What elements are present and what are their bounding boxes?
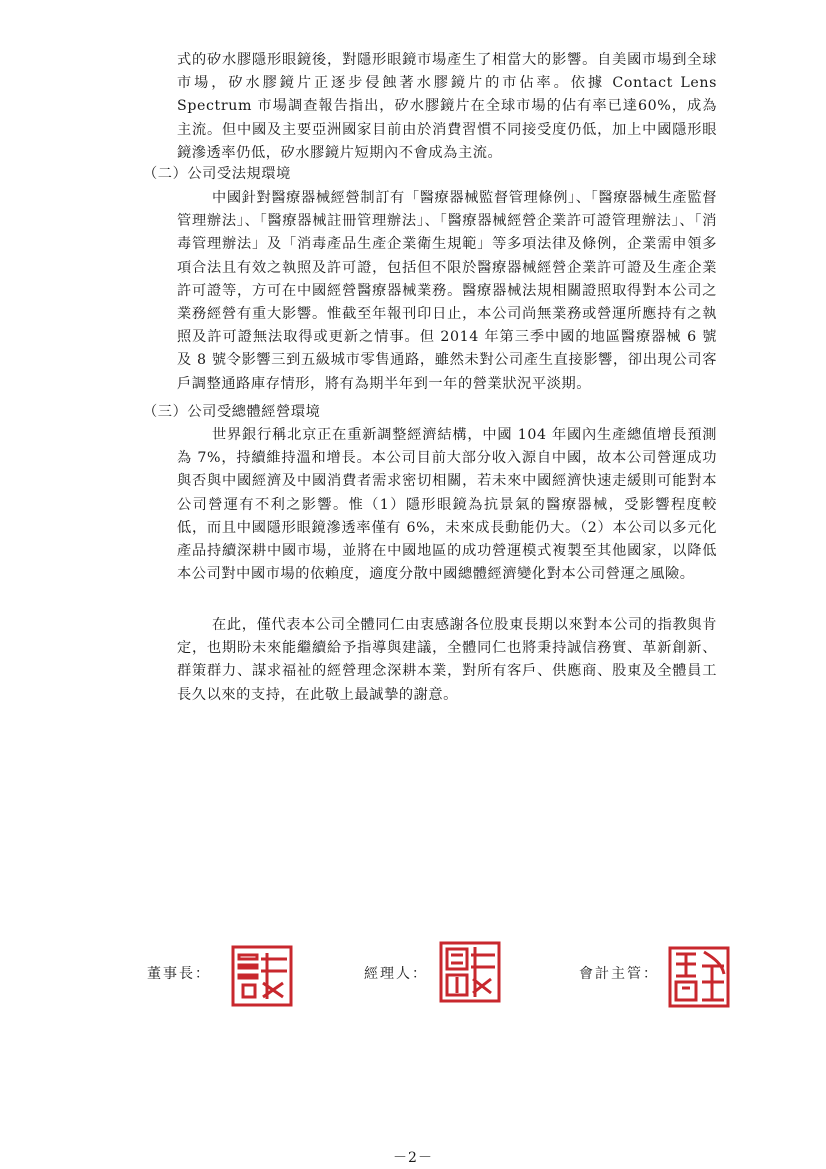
section-body-regulatory: 中國針對醫療器械經營制訂有「醫療器械監督管理條例」、「醫療器械生產監督管理辦法」、「醫療器械註冊管理辦法」、「醫療器械經營企業許可證管理辦法」、「消毒管理辦法」及「消毒產品生產企業衛生規範」等多項法律及條例，企業需申領多項合法且有效之執照及許可證，包括但不限於醫療器械經營企業許可證及生產企業許可證等，方可在中國經營醫療器械業務。醫療器械法規相關證照取得對本公司之業務經營有重大影響。惟截至年報刊印日止，本公司尚無業務或營運所應持有之執照及許可證無法取得或更新之情事。但 2014 年第三季中國的地區醫療器械 6 號及 8 號令影響三到五級城市零售通路，雖然未對公司產生直接影響，卻出現公司客戶調整通路庫存情形，將有為期半年到一年的營業狀況平淡期。 — [177, 190, 717, 392]
chairman-label: 董事長： — [147, 966, 211, 982]
chairman-seal — [231, 945, 293, 1007]
section-heading-macro: （三）公司受總體經營環境 — [143, 404, 321, 420]
accounting-seal — [668, 946, 730, 1008]
section-heading-regulatory: （二）公司受法規環境 — [143, 166, 291, 182]
section-body-macro: 世界銀行稱北京正在重新調整經濟結構，中國 104 年國內生產總值增長預測為 7%，持續維持溫和增長。本公司目前大部分收入源自中國，故本公司營運成功與否與中國經濟及中國消費者需求密切相關，若未來中國經濟快速走緩則可能對本公司營運有不利之影響。惟（1）隱形眼鏡為抗景氣的醫療器械，受影響程度較低，而且中國隱形眼鏡滲透率僅有 6%，未來成長動能仍大。（2）本公司以多元化產品持續深耕中國市場，並將在中國地區的成功營運模式複製至其他國家，以降低本公司對中國市場的依賴度，適度分散中國總體經濟變化對本公司營運之風險。 — [177, 427, 717, 583]
manager-seal — [439, 941, 501, 1003]
page-number: －2－ — [393, 1150, 433, 1166]
accounting-label: 會計主管： — [579, 966, 659, 982]
intro-paragraph: 式的矽水膠隱形眼鏡後，對隱形眼鏡市場產生了相當大的影響。自美國市場到全球市場，矽水膠鏡片正逐步侵蝕著水膠鏡片的市佔率。依據 Contact Lens Spectrum 市場調查報告指出，矽水膠鏡片在全球市場的佔有率已達60%，成為主流。但中國及主要亞洲國家目前由於消費習慣不同接受度仍低，加上中國隱形眼鏡滲透率仍低，矽水膠鏡片短期內不會成為主流。 — [177, 52, 717, 161]
closing-paragraph: 在此，僅代表本公司全體同仁由衷感謝各位股東長期以來對本公司的指教與肯定，也期盼未來能繼續給予指導與建議，全體同仁也將秉持誠信務實、革新創新、群策群力、謀求福祉的經營理念深耕本業，對所有客戶、供應商、股東及全體員工長久以來的支持，在此敬上最誠摯的謝意。 — [177, 617, 717, 703]
manager-label: 經理人： — [364, 966, 428, 982]
